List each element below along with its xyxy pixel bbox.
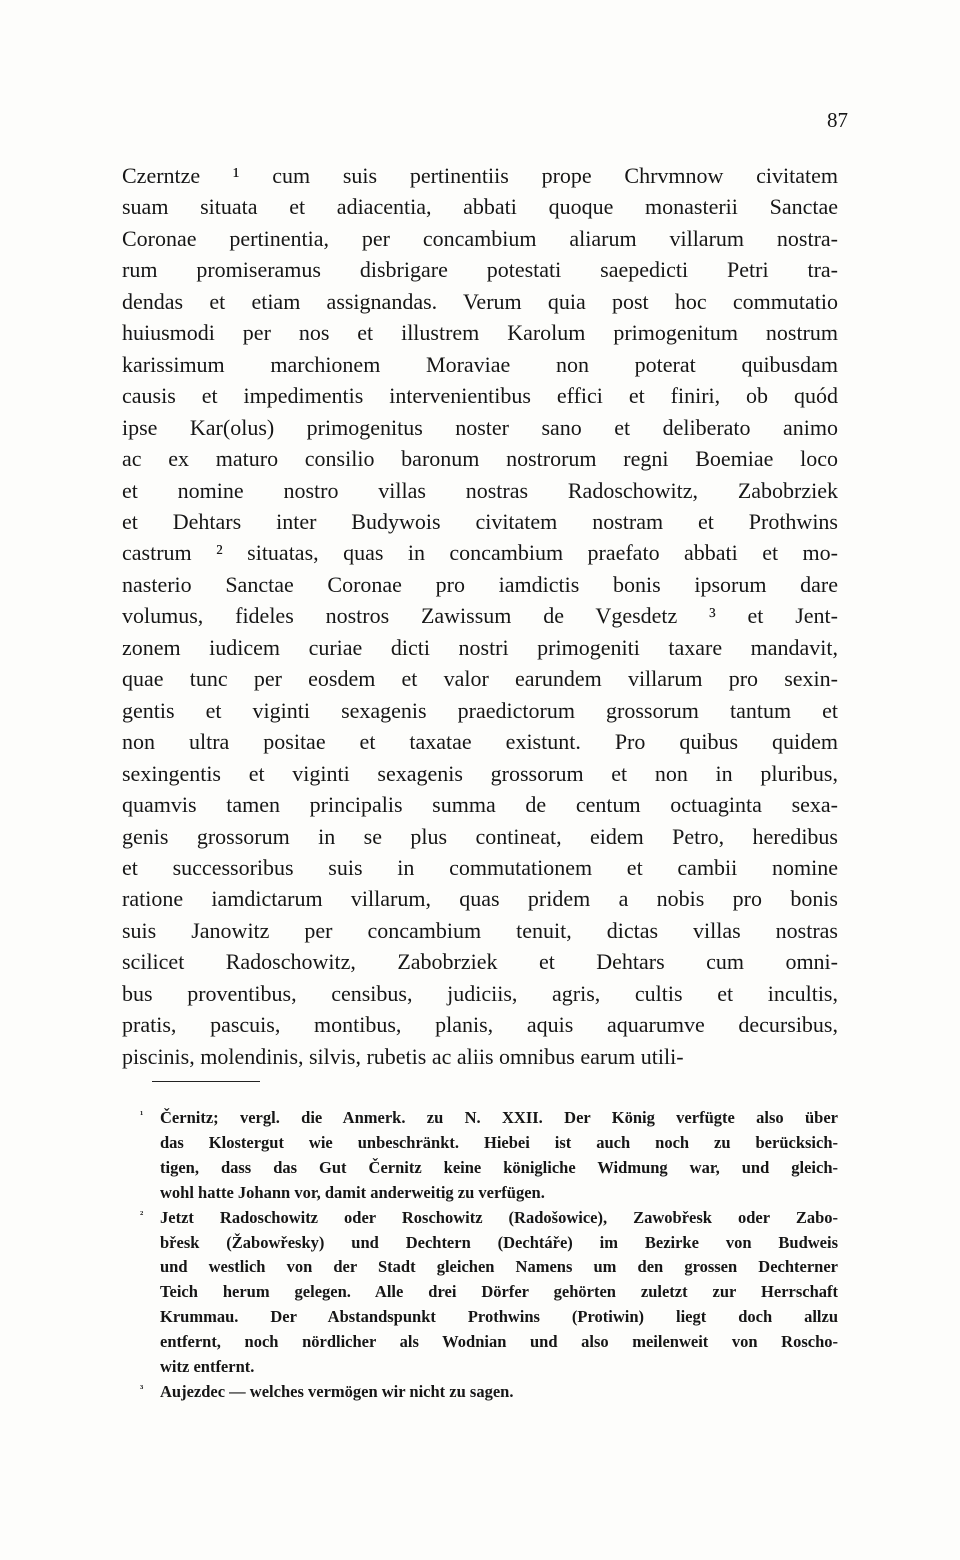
text-line: bus proventibus, censibus, judiciis, agris, cultis et incultis, — [122, 980, 838, 1006]
footnote-separator — [152, 1081, 260, 1082]
text-line: et Dehtars inter Budywois civitatem nostram et Prothwins — [122, 508, 838, 534]
footnote-mark: ³ — [140, 1382, 144, 1395]
footnote-line: Teich herum gelegen. Alle drei Dörfer gehörten zuletzt zur Herrschaft — [160, 1282, 838, 1302]
text-line: volumus, fideles nostros Zawissum de Vgesdetz ³ et Jent- — [122, 603, 838, 629]
footnotes — [140, 1106, 838, 1405]
text-line: castrum ² situatas, quas in concambium praefato abbati et mo- — [122, 540, 838, 566]
text-line: zonem iudicem curiae dicti nostri primogeniti taxare mandavit, — [122, 634, 838, 660]
footnote-line: tigen, dass das Gut Černitz keine königliche Widmung war, und gleich- — [160, 1157, 838, 1177]
main-text — [122, 160, 838, 1072]
footnote — [140, 1106, 838, 1206]
text-line: causis et impedimentis intervenientibus effici et finiri, ob quód — [122, 383, 838, 409]
text-line: genis grossorum in se plus contineat, eidem Petro, heredibus — [122, 823, 838, 849]
text-line: ipse Kar(olus) primogenitus noster sano et deliberato animo — [122, 414, 838, 440]
footnote-line: und westlich von der Stadt gleichen Namens um den grossen Dechterner — [160, 1257, 838, 1277]
footnote-line: entfernt, noch nördlicher als Wodnian und also meilenweit von Roscho- — [160, 1332, 838, 1352]
footnote-line: břesk (Žabowřesky) und Dechtern (Dechtáře) im Bezirke von Budweis — [160, 1232, 838, 1252]
footnote-mark: ² — [140, 1208, 144, 1221]
footnote-line: wohl hatte Johann vor, damit anderweitig zu verfügen. — [160, 1182, 545, 1202]
text-line: ac ex maturo consilio baronum nostrorum regni Boemiae loco — [122, 446, 838, 472]
text-line: quae tunc per eosdem et valor earundem villarum pro sexin- — [122, 666, 838, 692]
footnote-line: Aujezdec — welches vermögen wir nicht zu sagen. — [160, 1381, 514, 1401]
footnote-line: witz entfernt. — [160, 1357, 255, 1377]
text-line: quamvis tamen principalis summa de centum octuaginta sexa- — [122, 792, 838, 818]
text-line: Coronae pertinentia, per concambium aliarum villarum nostra- — [122, 225, 838, 251]
footnote-line: Černitz; vergl. die Anmerk. zu N. XXII. Der König verfügte also über — [160, 1108, 838, 1127]
text-line: dendas et etiam assignandas. Verum quia post hoc commutatio — [122, 288, 838, 314]
text-line: gentis et viginti sexagenis praedictorum grossorum tantum et — [122, 697, 838, 723]
text-line: non ultra positae et taxatae existunt. Pro quibus quidem — [122, 729, 838, 755]
text-line: rum promiseramus disbrigare potestati saepedicti Petri tra- — [122, 257, 838, 283]
text-line: piscinis, molendinis, silvis, rubetis ac aliis omnibus earum utili- — [122, 1043, 684, 1069]
text-line: nasterio Sanctae Coronae pro iamdictis bonis ipsorum dare — [122, 571, 838, 597]
footnote-line: Krummau. Der Abstandspunkt Prothwins (Protiwin) liegt doch allzu — [160, 1307, 838, 1327]
text-line: ratione iamdictarum villarum, quas pridem a nobis pro bonis — [122, 886, 838, 912]
footnote-mark: ¹ — [140, 1109, 144, 1121]
footnote-line: das Klostergut wie unbeschränkt. Hiebei ist auch noch zu berücksich- — [160, 1132, 838, 1152]
text-line: et successoribus suis in commutationem et cambii nomine — [122, 854, 838, 880]
text-line: scilicet Radoschowitz, Zabobrziek et Dehtars cum omni- — [122, 949, 838, 975]
text-line: Czerntze ¹ cum suis pertinentiis prope Chrvmnow civitatem — [122, 163, 838, 188]
text-line: et nomine nostro villas nostras Radoschowitz, Zabobrziek — [122, 477, 838, 503]
footnote — [140, 1206, 838, 1380]
footnote-line: Jetzt Radoschowitz oder Roschowitz (Radošowice), Zawobřesk oder Zabo- — [160, 1207, 838, 1227]
text-line: suis Janowitz per concambium tenuit, dictas villas nostras — [122, 917, 838, 943]
text-line: suam situata et adiacentia, abbati quoque monasterii Sanctae — [122, 194, 838, 220]
text-line: pratis, pascuis, montibus, planis, aquis aquarumve decursibus, — [122, 1012, 838, 1038]
text-line: huiusmodi per nos et illustrem Karolum primogenitum nostrum — [122, 320, 838, 346]
text-line: sexingentis et viginti sexagenis grossorum et non in pluribus, — [122, 760, 838, 786]
text-line: karissimum marchionem Moraviae non poterat quibusdam — [122, 351, 838, 377]
footnote — [140, 1380, 838, 1405]
page-number: 87 — [827, 108, 848, 132]
